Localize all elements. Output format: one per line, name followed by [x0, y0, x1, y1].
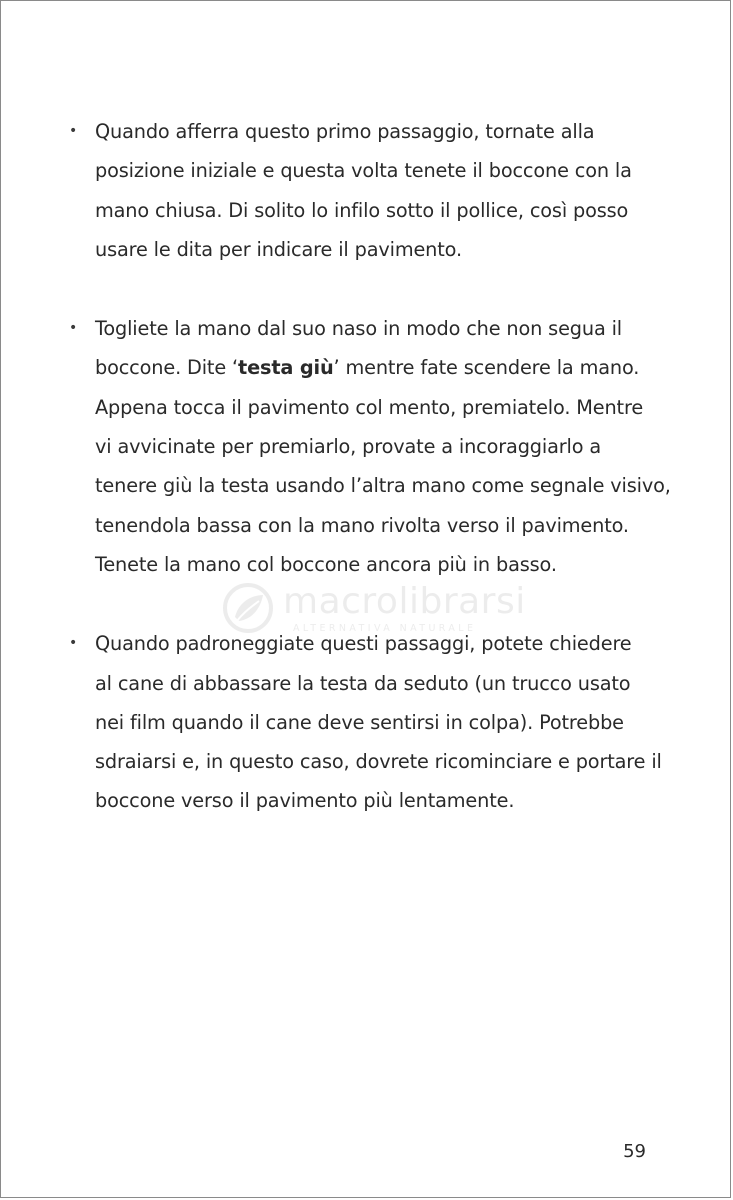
page-number: 59 [623, 1141, 646, 1162]
watermark-tagline: ALTERNATIVA NATURALE [293, 623, 477, 634]
list-item [69, 112, 669, 269]
text-line: Quando padroneggiate questi passaggi, potete chiedere [95, 632, 632, 656]
text-line: Togliete la mano dal suo naso in modo che non segua il [95, 317, 623, 341]
instruction-list [69, 112, 669, 821]
text-segment: ’ mentre fate scendere la mano. [333, 356, 640, 380]
text-line: Appena tocca il pavimento col mento, premiatelo. Mentre [95, 395, 644, 419]
text-line: boccone verso il pavimento più lentamente. [95, 789, 515, 813]
bold-term: testa giù [238, 356, 334, 380]
text-line: tenendola bassa con la mano rivolta verso il pavimento. [95, 513, 629, 537]
text-line: tenere giù la testa usando l’altra mano come segnale visivo, [95, 474, 671, 498]
bullet-marker: • [69, 320, 78, 337]
text-line [95, 348, 669, 387]
bullet-marker: • [69, 635, 78, 652]
text-line: usare le dita per indicare il pavimento. [95, 237, 462, 261]
text-line: al cane di abbassare la testa da seduto (un trucco usato [95, 671, 631, 695]
watermark-brand: macrolibrarsi [283, 581, 526, 622]
text-line: vi avvicinate per premiarlo, provate a incoraggiarlo a [95, 435, 602, 459]
text-line: mano chiusa. Di solito lo infilo sotto il pollice, così posso [95, 198, 629, 222]
text-segment: boccone. Dite ‘ [95, 356, 239, 380]
text-line: Quando afferra questo primo passaggio, tornate alla [95, 120, 595, 143]
text-line: posizione iniziale e questa volta tenete il boccone con la [95, 159, 632, 183]
text-line: nei film quando il cane deve sentirsi in colpa). Potrebbe [95, 710, 624, 734]
list-item [69, 624, 669, 820]
list-item [69, 309, 669, 584]
bullet-marker: • [69, 123, 78, 139]
text-line: sdraiarsi e, in questo caso, dovrete ricominciare e portare il [95, 750, 662, 774]
text-line: Tenete la mano col boccone ancora più in basso. [95, 552, 557, 576]
